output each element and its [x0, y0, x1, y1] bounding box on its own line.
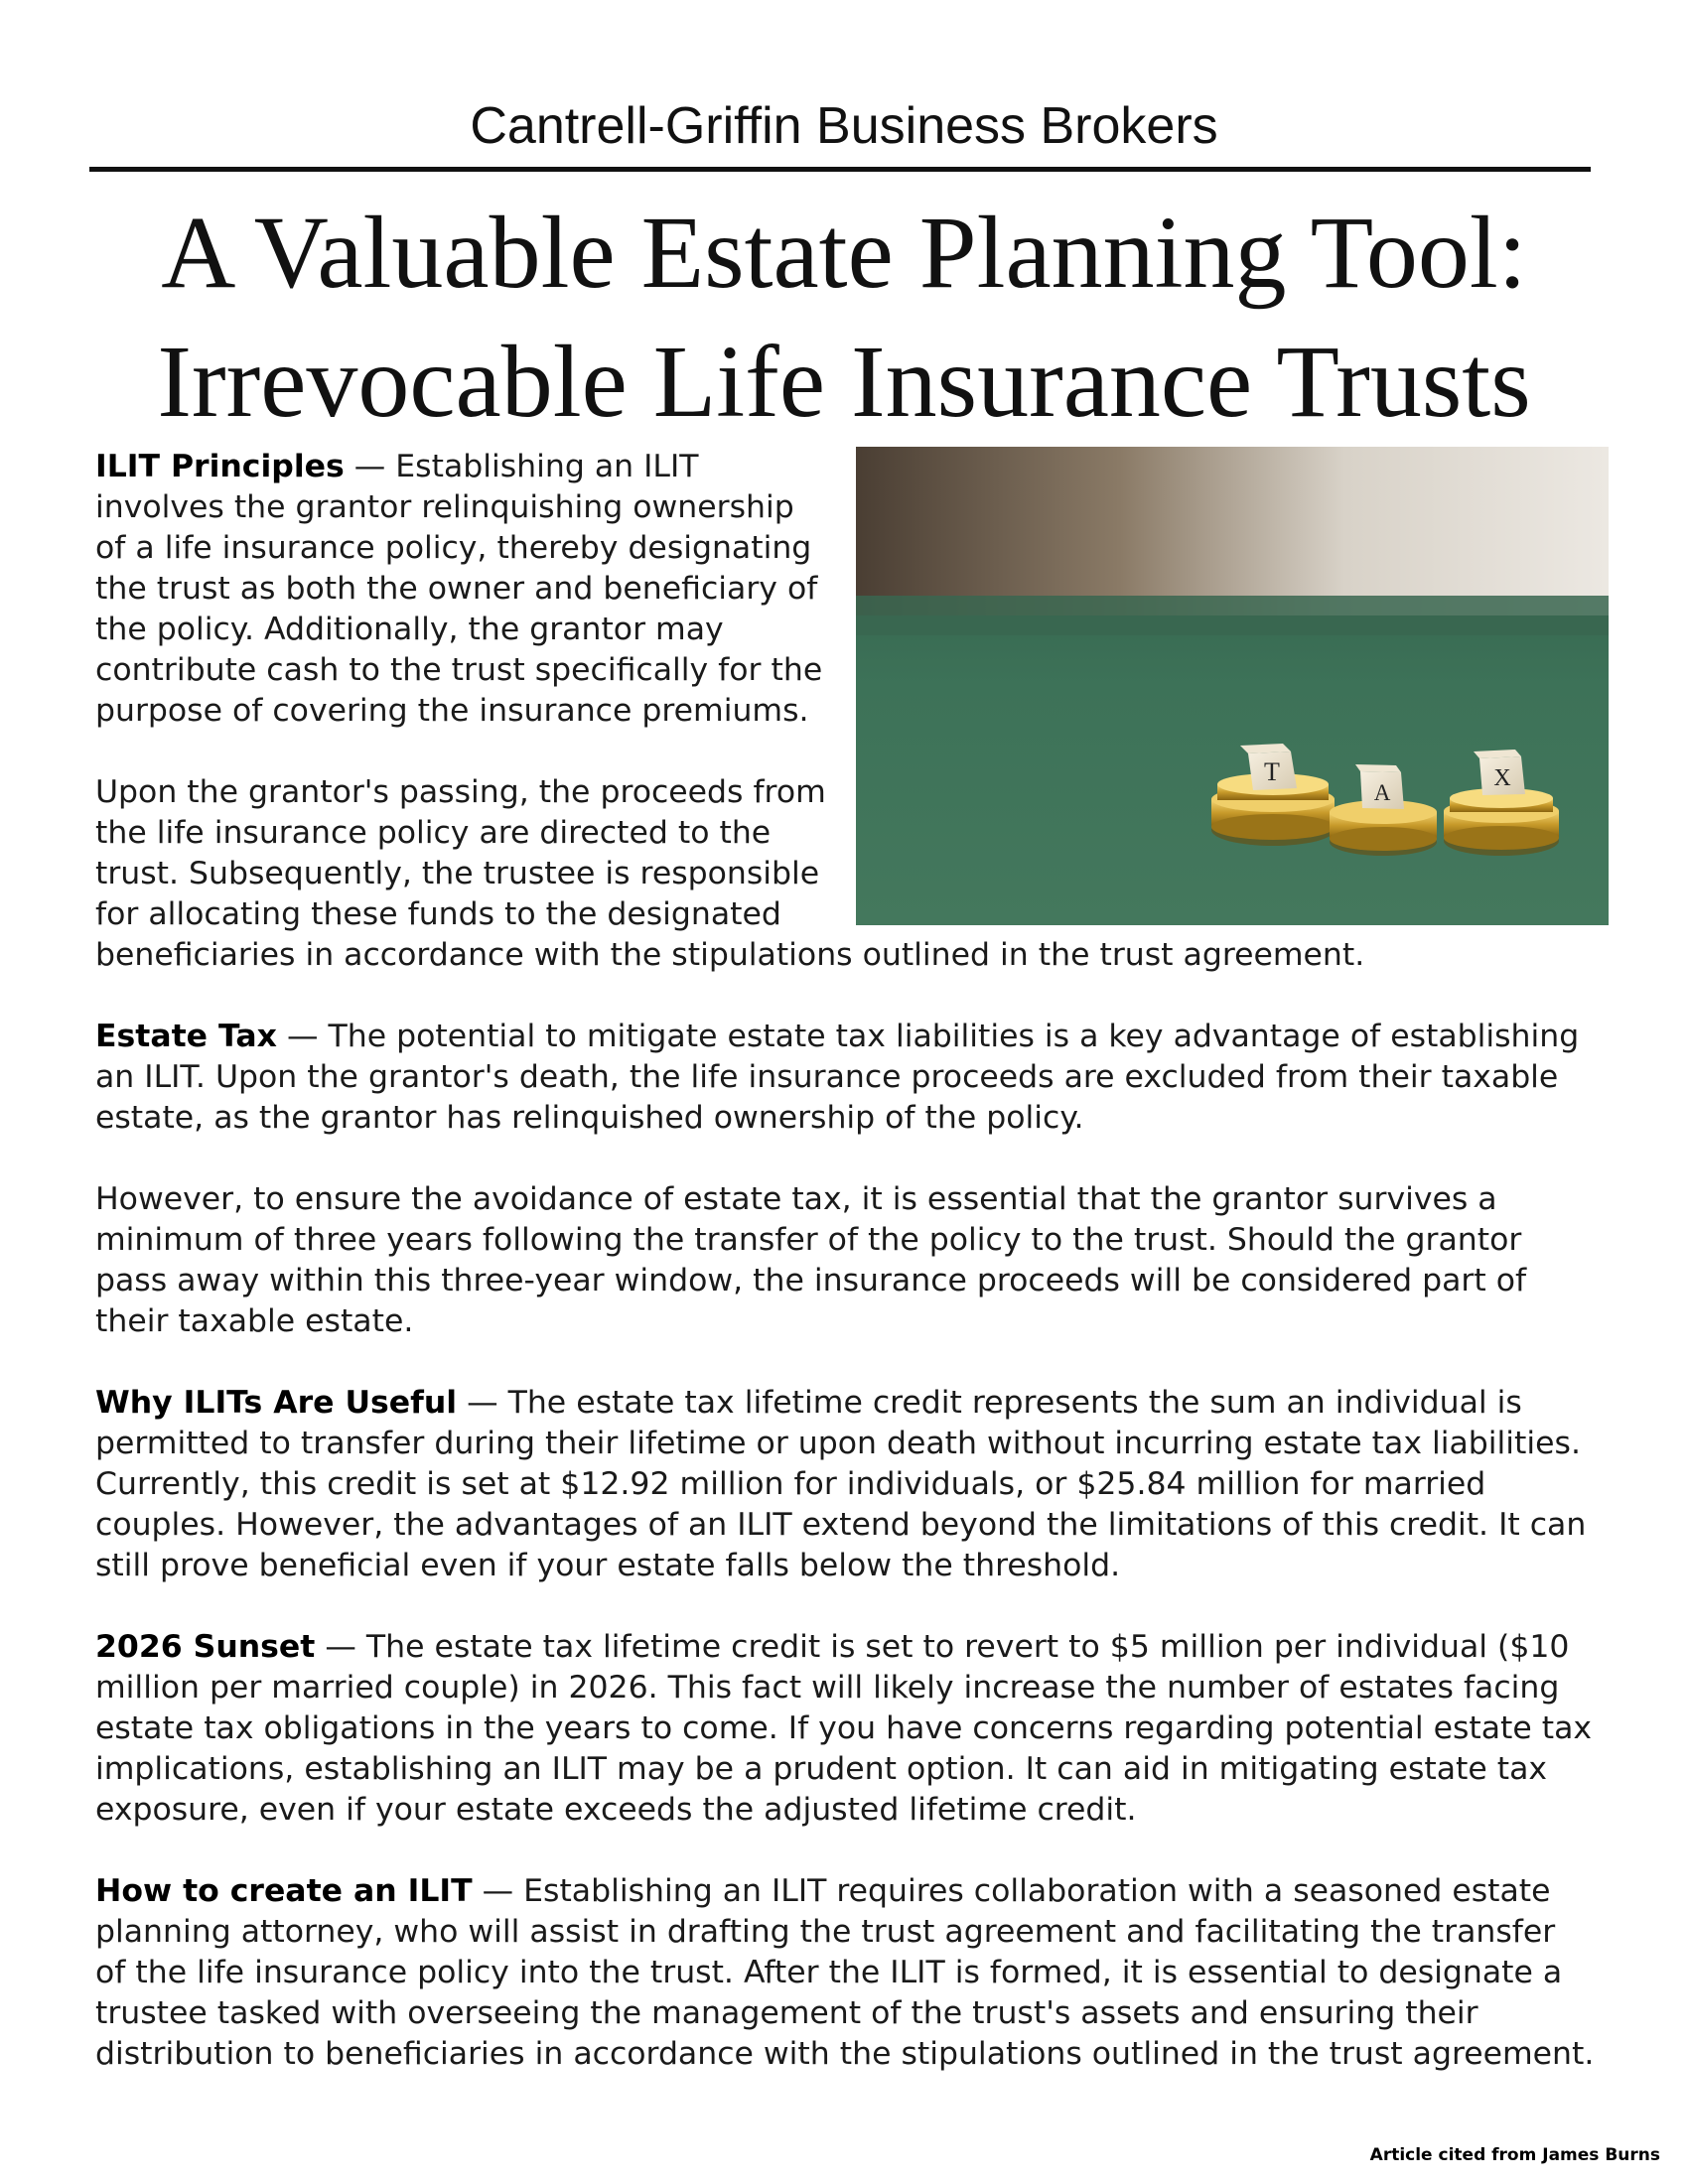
- article-title: [60, 189, 1628, 447]
- section-text: — The estate tax lifetime credit represents the sum an individual is permitted to transfer during their lifetime or upon death without incurring estate tax liabilities. Currently, this credit is set at $12.92 million for individuals, or $25.84 million for married couples. However, the advantages of an ILIT extend beyond the limitations of this credit. It can still prove beneficial even if your estate falls below the threshold.: [95, 1385, 1587, 1583]
- article-body: [95, 447, 1595, 2116]
- section-why-ilits-useful: [95, 1383, 1595, 1586]
- section-heading: ILIT Principles: [95, 449, 345, 484]
- section-heading: 2026 Sunset: [95, 1629, 316, 1665]
- title-line-2: Irrevocable Life Insurance Trusts: [157, 325, 1531, 439]
- title-line-1: A Valuable Estate Planning Tool:: [161, 196, 1527, 310]
- letter-tile-a: [1355, 764, 1404, 809]
- header-rule: [89, 167, 1591, 172]
- section-text: Upon the grantor's passing, the proceeds from the life insurance policy are directed to the trust. Subsequently, the trustee is responsible for allocating these funds to the designated beneficiaries in accordance with the stipulations outlined in the trust agreement.: [95, 774, 1365, 973]
- section-three-year-rule: [95, 1179, 1595, 1342]
- section-heading: Why ILITs Are Useful: [95, 1385, 458, 1421]
- section-heading: How to create an ILIT: [95, 1873, 473, 1909]
- svg-text:A: A: [1373, 780, 1391, 805]
- section-2026-sunset: [95, 1627, 1595, 1831]
- article-citation: Article cited from James Burns: [1369, 2145, 1660, 2165]
- section-heading: Estate Tax: [95, 1019, 277, 1054]
- company-name: Cantrell-Griffin Business Brokers: [470, 97, 1218, 155]
- coin-stack-x: [1444, 788, 1559, 856]
- section-text: — The estate tax lifetime credit is set to revert to $5 million per individual ($10 million per married couple) in 2026. This fact will likely increase the number of estates facing estate tax obligations in the years to come. If you have concerns regarding potential estate tax implications, establishing an ILIT may be a prudent option. It can aid in mitigating estate tax exposure, even if your estate exceeds the adjusted lifetime credit.: [95, 1629, 1593, 1828]
- section-how-to-create: [95, 1871, 1595, 2075]
- section-text: However, to ensure the avoidance of estate tax, it is essential that the grantor survives a minimum of three years following the transfer of the policy to the trust. Should the grantor pass away within this three-year window, the insurance proceeds will be considered part of their taxable estate.: [95, 1181, 1527, 1339]
- section-text: — The potential to mitigate estate tax liabilities is a key advantage of establishing an ILIT. Upon the grantor's death, the life insurance proceeds are excluded from their taxable estate, as the grantor has relinquished ownership of the policy.: [95, 1019, 1580, 1136]
- tax-coins-photo: [856, 447, 1609, 925]
- section-text: — Establishing an ILIT involves the grantor relinquishing ownership of a life insurance policy, thereby designating the trust as both the owner and beneficiary of the policy. Additionally, the grantor may contribute cash to the trust specifically for the purpose of covering the insurance premiums.: [95, 449, 823, 729]
- section-text: — Establishing an ILIT requires collaboration with a seasoned estate planning attorney, who will assist in drafting the trust agreement and facilitating the transfer of the life insurance policy into the trust. After the ILIT is formed, it is essential to designate a trustee tasked with overseeing the management of the trust's assets and ensuring their distribution to beneficiaries in accordance with the stipulations outlined in the trust agreement.: [95, 1873, 1595, 2072]
- section-estate-tax: [95, 1017, 1595, 1139]
- svg-text:X: X: [1493, 765, 1511, 791]
- svg-text:T: T: [1264, 757, 1280, 786]
